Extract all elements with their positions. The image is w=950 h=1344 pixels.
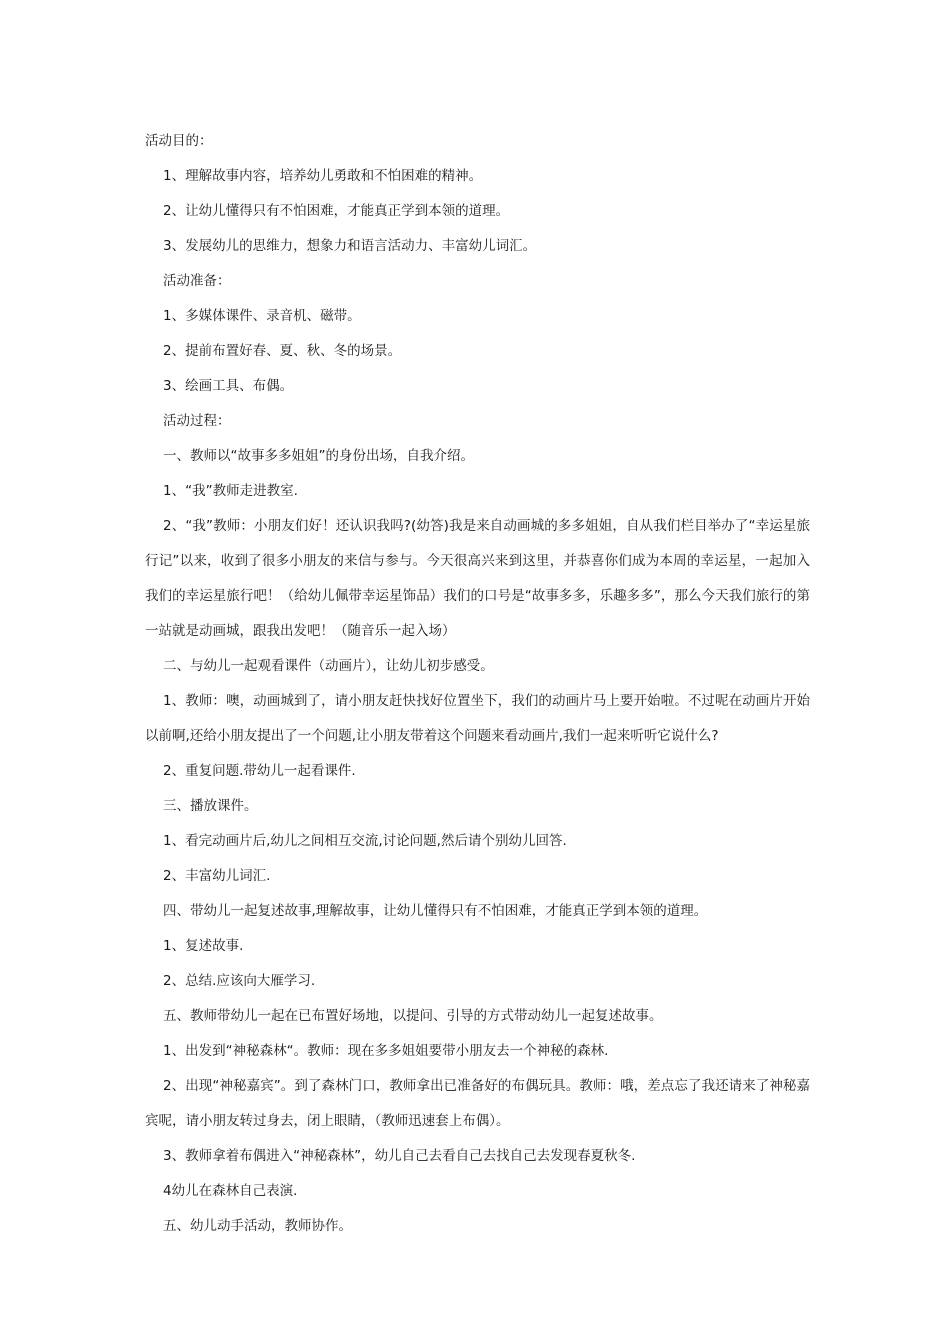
document-body [145,124,810,1244]
paragraph: 活动过程： [163,413,231,429]
paragraph: 一、教师以“故事多多姐姐”的身份出场，自我介绍。 [163,448,474,464]
paragraph: 2、丰富幼儿词汇. [163,868,271,884]
paragraph: 1、教师：噢，动画城到了，请小朋友赶快找好位置坐下，我们的动画片马上要开始啦。不过呢在动画片开始以前啊,还给小朋友提出了一个问题,让小朋友带着这个问题来看动画片,我们一起来听听它说什么? [145,693,810,744]
paragraph: 2、重复问题.带幼儿一起看课件. [163,763,356,779]
paragraph: 2、提前布置好春、夏、秋、冬的场景。 [163,343,402,359]
paragraph: 1、复述故事. [163,938,244,954]
paragraph: 3、教师拿着布偶进入“神秘森林”，幼儿自己去看自己去找自己去发现春夏秋冬. [163,1148,636,1164]
paragraph: 2、让幼儿懂得只有不怕困难，才能真正学到本领的道理。 [163,203,510,219]
paragraph: 4幼儿在森林自己表演. [163,1183,298,1199]
paragraph: 1、“我”教师走进教室. [163,483,298,499]
paragraph: 1、多媒体课件、录音机、磁带。 [163,308,361,324]
paragraph: 1、出发到“神秘森林“。教师：现在多多姐姐要带小朋友去一个神秘的森林. [163,1043,609,1059]
paragraph: 2、总结.应该向大雁学习. [163,973,316,989]
paragraph: 3、发展幼儿的思维力，想象力和语言活动力、丰富幼儿词汇。 [163,238,537,254]
paragraph: 三、播放课件。 [163,798,258,814]
paragraph: 五、教师带幼儿一起在已布置好场地，以提问、引导的方式带动幼儿一起复述故事。 [163,1008,663,1024]
paragraph: 1、理解故事内容，培养幼儿勇敢和不怕困难的精神。 [163,168,483,184]
paragraph: 二、与幼儿一起观看课件（动画片），让幼儿初步感受。 [163,658,494,674]
paragraph: 活动目的： [145,133,213,149]
paragraph: 2、“我”教师：小朋友们好！还认识我吗?(幼答)我是来自动画城的多多姐姐，自从我们栏目举办了“幸运星旅行记”以来，收到了很多小朋友的来信与参与。今天很高兴来到这里，并恭喜你们成为本周的幸运星，一起加入我们的幸运星旅行吧！（给幼儿佩带幸运星饰品）我们的口号是“故事多多，乐趣多多”，那么今天我们旅行的第一站就是动画城，跟我出发吧！（随音乐一起入场） [145,518,810,639]
paragraph: 活动准备： [163,273,231,289]
paragraph: 3、绘画工具、布偶。 [163,378,294,394]
paragraph: 五、幼儿动手活动，教师协作。 [163,1218,352,1234]
paragraph: 1、看完动画片后,幼儿之间相互交流,讨论问题,然后请个别幼儿回答. [163,833,567,849]
paragraph: 2、出现“神秘嘉宾”。到了森林门口，教师拿出已准备好的布偶玩具。教师：哦，差点忘了我还请来了神秘嘉宾呢，请小朋友转过身去，闭上眼睛，（教师迅速套上布偶）。 [145,1078,810,1129]
paragraph: 四、带幼儿一起复述故事,理解故事，让幼儿懂得只有不怕困难，才能真正学到本领的道理。 [163,903,708,919]
